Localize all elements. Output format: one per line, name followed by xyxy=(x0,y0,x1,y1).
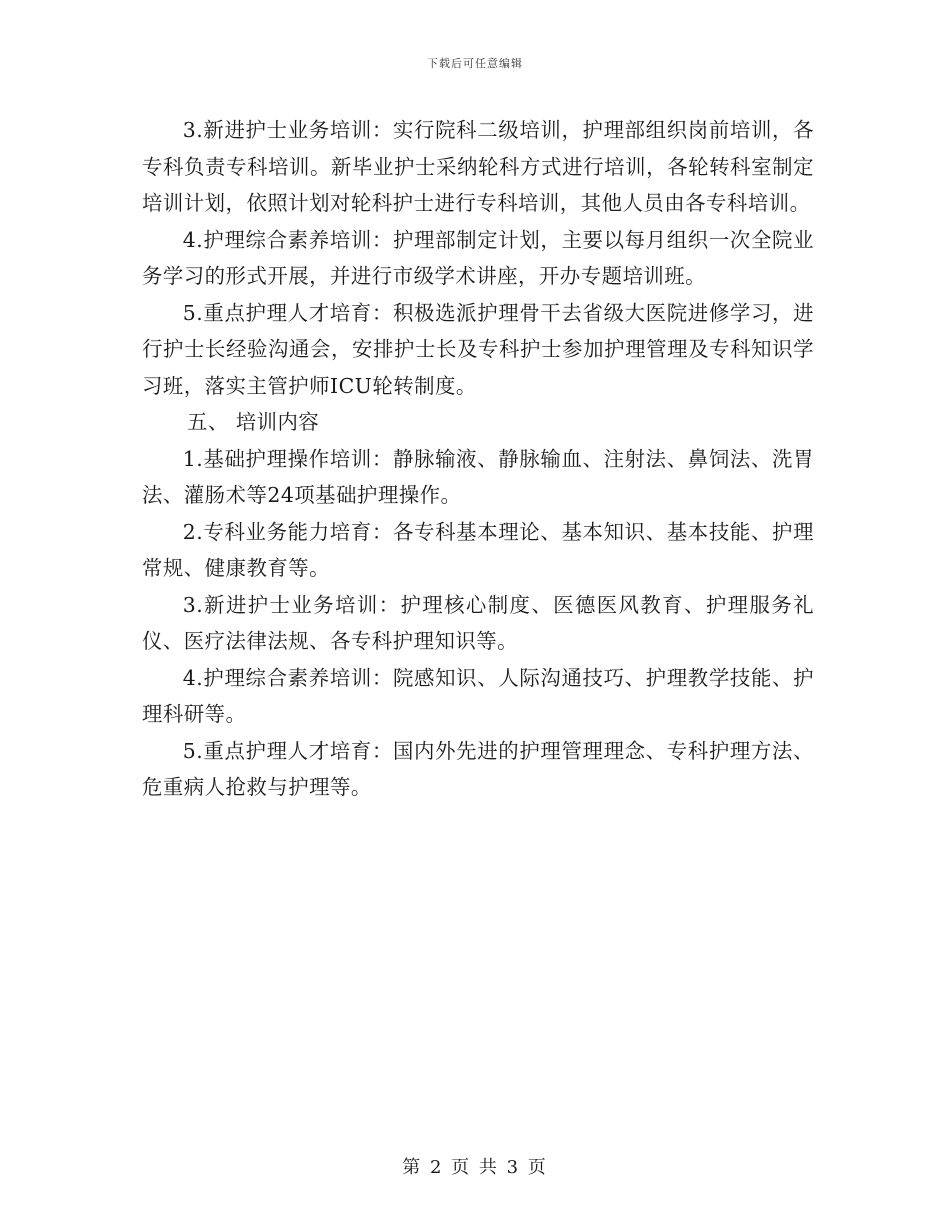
paragraph-basic-operation-training: 1.基础护理操作培训：静脉输液、静脉输血、注射法、鼻饲法、洗胃法、灌肠术等24项基础护理操作。 xyxy=(142,446,814,507)
paragraph-new-nurse-training: 3.新进护士业务培训：实行院科二级培训，护理部组织岗前培训，各专科负责专科培训。新毕业护士采纳轮科方式进行培训，各轮转科室制定培训计划，依照计划对轮科护士进行专科培训，其他人员由各专科培训。 xyxy=(142,118,814,215)
header-note: 下载后可任意编辑 xyxy=(427,57,523,70)
section-heading-training-content: 五、 培训内容 xyxy=(187,410,320,434)
paragraph-comprehensive-quality-training: 4.护理综合素养培训：护理部制定计划，主要以每月组织一次全院业务学习的形式开展，并进行市级学术讲座，开办专题培训班。 xyxy=(142,227,814,288)
paragraph-specialty-ability-training: 2.专科业务能力培育：各专科基本理论、基本知识、基本技能、护理常规、健康教育等。 xyxy=(142,519,814,580)
paragraph-key-talent-content: 5.重点护理人才培育：国内外先进的护理管理理念、专科护理方法、危重病人抢救与护理等。 xyxy=(142,738,814,799)
paragraph-comprehensive-quality-content: 4.护理综合素养培训：院感知识、人际沟通技巧、护理教学技能、护理科研等。 xyxy=(142,665,814,726)
paragraph-new-nurse-training-content: 3.新进护士业务培训：护理核心制度、医德医风教育、护理服务礼仪、医疗法律法规、各专科护理知识等。 xyxy=(142,592,814,653)
paragraph-key-talent-cultivation: 5.重点护理人才培育：积极选派护理骨干去省级大医院进修学习，进行护士长经验沟通会，安排护士长及专科护士参加护理管理及专科知识学习班，落实主管护师ICU轮转制度。 xyxy=(142,300,814,398)
document-body xyxy=(142,112,814,806)
page-number: 第 2 页 共 3 页 xyxy=(402,1157,548,1178)
